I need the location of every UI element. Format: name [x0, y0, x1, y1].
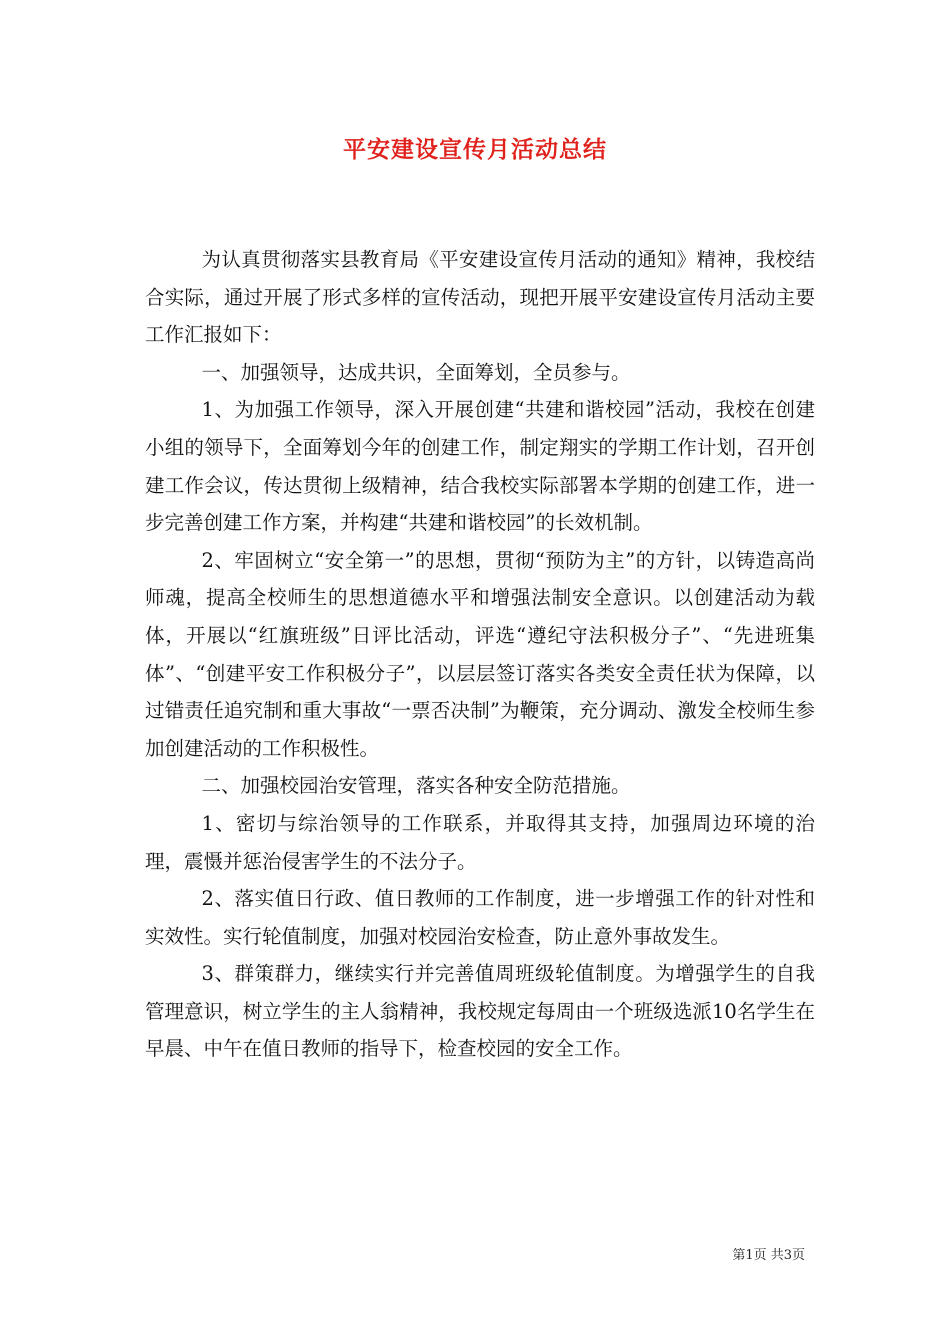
paragraph-2-2: 2、落实值日行政、值日教师的工作制度，进一步增强工作的针对性和实效性。实行轮值制度，加强对校园治安检查，防止意外事故发生。	[145, 887, 815, 948]
paragraph-1-1: 1、为加强工作领导，深入开展创建“共建和谐校园”活动，我校在创建小组的领导下，全面筹划今年的创建工作，制定翔实的学期工作计划，召开创建工作会议，传达贯彻上级精神，结合我校实际部署本学期的创建工作，进一步完善创建工作方案，并构建“共建和谐校园”的长效机制。	[145, 398, 815, 535]
section-heading-1: 一、加强领导，达成共识，全面筹划，全员参与。	[201, 360, 631, 384]
document-title: 平安建设宣传月活动总结	[343, 136, 607, 163]
document-body	[145, 241, 815, 1068]
paragraph-2-1: 1、密切与综治领导的工作联系，并取得其支持，加强周边环境的治理，震慑并惩治侵害学生的不法分子。	[145, 811, 815, 873]
paragraph-1-2: 2、牢固树立“安全第一”的思想，贯彻“预防为主”的方针，以铸造高尚师魂，提高全校师生的思想道德水平和增强法制安全意识。以创建活动为载体，开展以“红旗班级”日评比活动，评选“遵纪守法积极分子”、“先进班集体”、“创建平安工作积极分子”，以层层签订落实各类安全责任状为保障，以过错责任追究制和重大事故“一票否决制”为鞭策，充分调动、激发全校师生参加创建活动的工作积极性。	[145, 548, 815, 760]
paragraph-2-3: 3、群策群力，继续实行并完善值周班级轮值制度。为增强学生的自我管理意识，树立学生的主人翁精神，我校规定每周由一个班级选派10名学生在早晨、中午在值日教师的指导下，检查校园的安全工作。	[145, 962, 815, 1061]
page-number: 第1页 共3页	[732, 1248, 805, 1263]
section-heading-2: 二、加强校园治安管理，落实各种安全防范措施。	[201, 774, 631, 798]
paragraph-intro: 为认真贯彻落实县教育局《平安建设宣传月活动的通知》精神，我校结合实际，通过开展了形式多样的宣传活动，现把开展平安建设宣传月活动主要工作汇报如下：	[145, 248, 815, 347]
